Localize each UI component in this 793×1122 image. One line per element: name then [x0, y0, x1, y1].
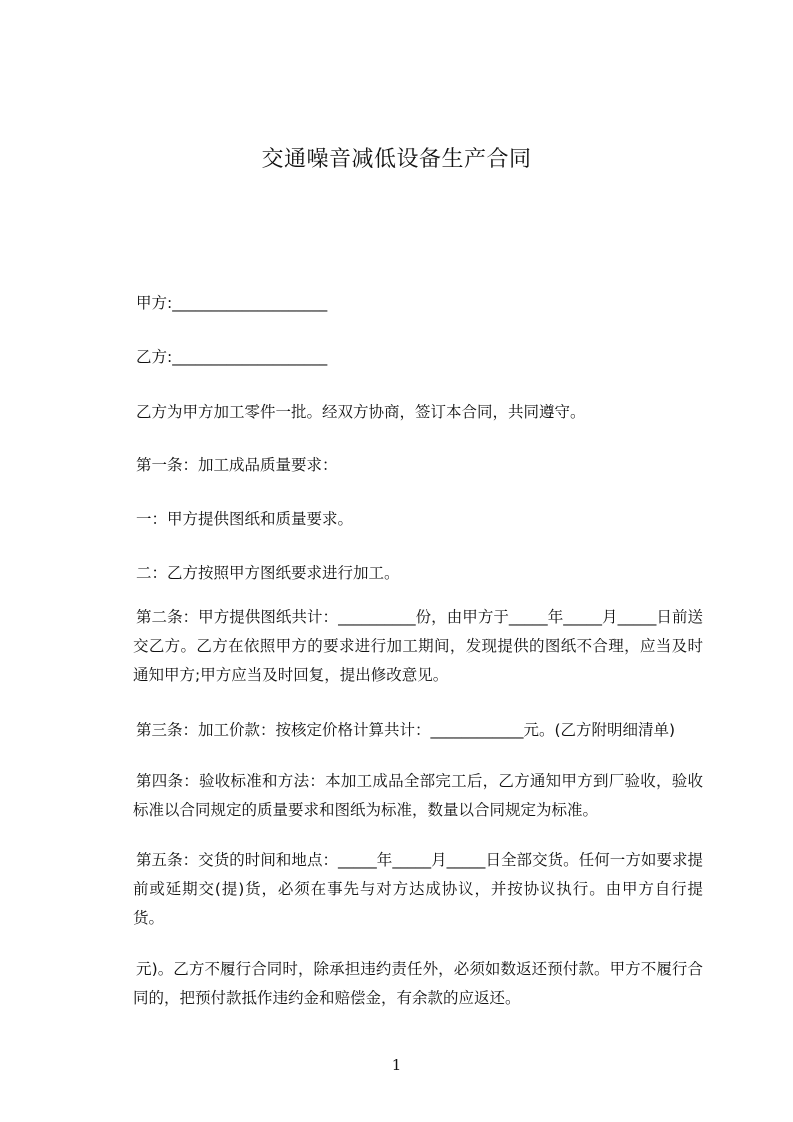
page-number: 1 [391, 1056, 402, 1074]
article-2-paragraph: 第二条：甲方提供图纸共计：__________份，由甲方于_____年_____月_____日前送交乙方。乙方在依照甲方的要求进行加工期间，发现提供的图纸不合理，应当及时通知甲方;甲方应当及时回复，提出修改意见。 [133, 608, 703, 684]
continued-paragraph: 元)。乙方不履行合同时，除承担违约责任外，必须如数返还预付款。甲方不履行合同的，把预付款抵作违约金和赔偿金，有余款的应返还。 [133, 960, 703, 1007]
article-4-paragraph: 第四条：验收标准和方法：本加工成品全部完工后，乙方通知甲方到厂验收，验收标准以合同规定的质量要求和图纸为标准，数量以合同规定为标准。 [133, 772, 703, 819]
intro-paragraph: 乙方为甲方加工零件一批。经双方协商，签订本合同，共同遵守。 [136, 403, 586, 421]
party-a-line: 甲方:____________________ [136, 294, 328, 312]
article-1-heading: 第一条：加工成品质量要求： [136, 456, 338, 474]
article-1-item-2: 二：乙方按照甲方图纸要求进行加工。 [136, 564, 400, 582]
article-3-paragraph: 第三条：加工价款：按核定价格计算共计：____________元。(乙方附明细清单) [136, 721, 676, 739]
article-5-paragraph: 第五条：交货的时间和地点：_____年_____月_____日全部交货。任何一方如要求提前或延期交(提)货，必须在事先与对方达成协议，并按协议执行。由甲方自行提货。 [133, 851, 703, 927]
article-1-item-1: 一：甲方提供图纸和质量要求。 [136, 510, 354, 528]
party-b-line: 乙方:____________________ [136, 348, 328, 366]
document-title: 交通噪音减低设备生产合同 [261, 147, 532, 172]
